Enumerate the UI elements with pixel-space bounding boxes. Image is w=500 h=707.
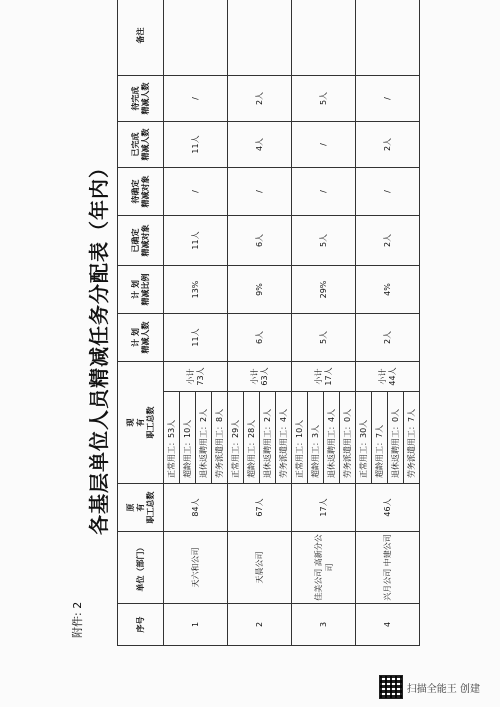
cell-detail: 正常用工：30人 <box>356 392 372 484</box>
cell-detail: 超龄用工：28人 <box>244 392 260 484</box>
cell-orig: 84人 <box>164 484 228 532</box>
table-row <box>356 0 372 646</box>
cell-plan-ratio: 13% <box>164 266 228 314</box>
subtotal-label: 小计 <box>185 368 195 385</box>
rotated-sheet <box>71 27 488 646</box>
cell-done: 2人 <box>356 122 420 168</box>
cell-confirmed: 2人 <box>356 216 420 266</box>
cell-confirmed: 11人 <box>164 216 228 266</box>
cell-detail: 正常用工：29人 <box>228 392 244 484</box>
cell-plan-ratio: 4% <box>356 266 420 314</box>
subtotal-label: 小计 <box>377 368 387 385</box>
cell-subtotal <box>356 362 420 392</box>
cell-orig: 46人 <box>356 484 420 532</box>
cell-plan-num: 5人 <box>292 314 356 362</box>
header-seq: 序号 <box>118 604 164 646</box>
cell-subtotal <box>292 362 356 392</box>
table-row <box>292 0 308 646</box>
cell-detail: 超龄用工：10人 <box>180 392 196 484</box>
subtotal-value: 17人 <box>323 367 333 386</box>
subtotal-label: 小计 <box>249 368 259 385</box>
cell-remark <box>356 0 420 76</box>
subtotal-value: 44人 <box>387 367 397 386</box>
cell-pending: / <box>292 168 356 216</box>
cell-detail: 劳务派遣用工：4人 <box>276 392 292 484</box>
document-title: 各基层单位人员精减任务分配表（年内） <box>87 157 111 535</box>
cell-orig: 67人 <box>228 484 292 532</box>
cell-subtotal <box>164 362 228 392</box>
cell-unit: 佳美公司 高新分公司 <box>292 532 356 604</box>
cell-subtotal <box>228 362 292 392</box>
cell-detail: 退休返聘用工：0人 <box>388 392 404 484</box>
cell-plan-ratio: 29% <box>292 266 356 314</box>
cell-orig: 17人 <box>292 484 356 532</box>
cell-detail: 劳务派遣用工：7人 <box>404 392 420 484</box>
cell-todo: 2人 <box>228 76 292 122</box>
attachment-label: 附件: 2 <box>71 601 84 638</box>
cell-plan-num: 11人 <box>164 314 228 362</box>
cell-detail: 劳务派遣用工：8人 <box>212 392 228 484</box>
header-now: 现 有 职工总数 <box>118 362 164 484</box>
watermark-text: 扫描全能王 创建 <box>406 683 480 695</box>
cell-pending: / <box>356 168 420 216</box>
cell-unit: 兴月公司 中建公司 <box>356 532 420 604</box>
cell-confirmed: 5人 <box>292 216 356 266</box>
cell-unit: 天晨公司 <box>228 532 292 604</box>
cell-detail: 超龄用工：7人 <box>372 392 388 484</box>
cell-todo: / <box>356 76 420 122</box>
cell-detail: 正常用工：10人 <box>292 392 308 484</box>
cell-detail: 超龄用工：3人 <box>308 392 324 484</box>
cell-pending: / <box>164 168 228 216</box>
header-orig: 原 有 职工总数 <box>118 484 164 532</box>
cell-detail: 退休返聘用工：2人 <box>260 392 276 484</box>
cell-pending: / <box>228 168 292 216</box>
table-row <box>164 0 180 646</box>
header-plan-ratio: 计 划 精减比例 <box>118 266 164 314</box>
subtotal-value: 73人 <box>195 367 205 386</box>
cell-plan-num: 2人 <box>356 314 420 362</box>
cell-todo: 5人 <box>292 76 356 122</box>
cell-confirmed: 6人 <box>228 216 292 266</box>
cell-done: / <box>292 122 356 168</box>
allocation-table <box>117 0 420 646</box>
cell-remark <box>292 0 356 76</box>
subtotal-label: 小计 <box>313 368 323 385</box>
qr-code-icon <box>379 675 403 699</box>
header-pending: 待确定 精减对象 <box>118 168 164 216</box>
cell-detail: 正常用工：53人 <box>164 392 180 484</box>
header-done: 已完成 精减人数 <box>118 122 164 168</box>
cell-seq: 4 <box>356 604 420 646</box>
cell-detail: 退休返聘用工：4人 <box>324 392 340 484</box>
cell-todo: / <box>164 76 228 122</box>
header-confirmed: 已确定 精减对象 <box>118 216 164 266</box>
subtotal-value: 63人 <box>259 367 269 386</box>
cell-seq: 1 <box>164 604 228 646</box>
cell-plan-num: 6人 <box>228 314 292 362</box>
header-row <box>118 0 164 646</box>
cell-remark <box>228 0 292 76</box>
cell-done: 11人 <box>164 122 228 168</box>
cell-plan-ratio: 9% <box>228 266 292 314</box>
header-plan-num: 计 划 精减人数 <box>118 314 164 362</box>
header-unit: 单位（部门） <box>118 532 164 604</box>
header-remark: 备注 <box>118 0 164 76</box>
header-todo: 待完成 精减人数 <box>118 76 164 122</box>
table-row <box>228 0 244 646</box>
cell-detail: 劳务派遣用工：0人 <box>340 392 356 484</box>
cell-done: 4人 <box>228 122 292 168</box>
table-body <box>164 0 420 646</box>
cell-detail: 退休返聘用工：2人 <box>196 392 212 484</box>
cell-seq: 3 <box>292 604 356 646</box>
cell-unit: 天六和公司 <box>164 532 228 604</box>
cell-remark <box>164 0 228 76</box>
cell-seq: 2 <box>228 604 292 646</box>
scanner-watermark <box>379 675 480 699</box>
